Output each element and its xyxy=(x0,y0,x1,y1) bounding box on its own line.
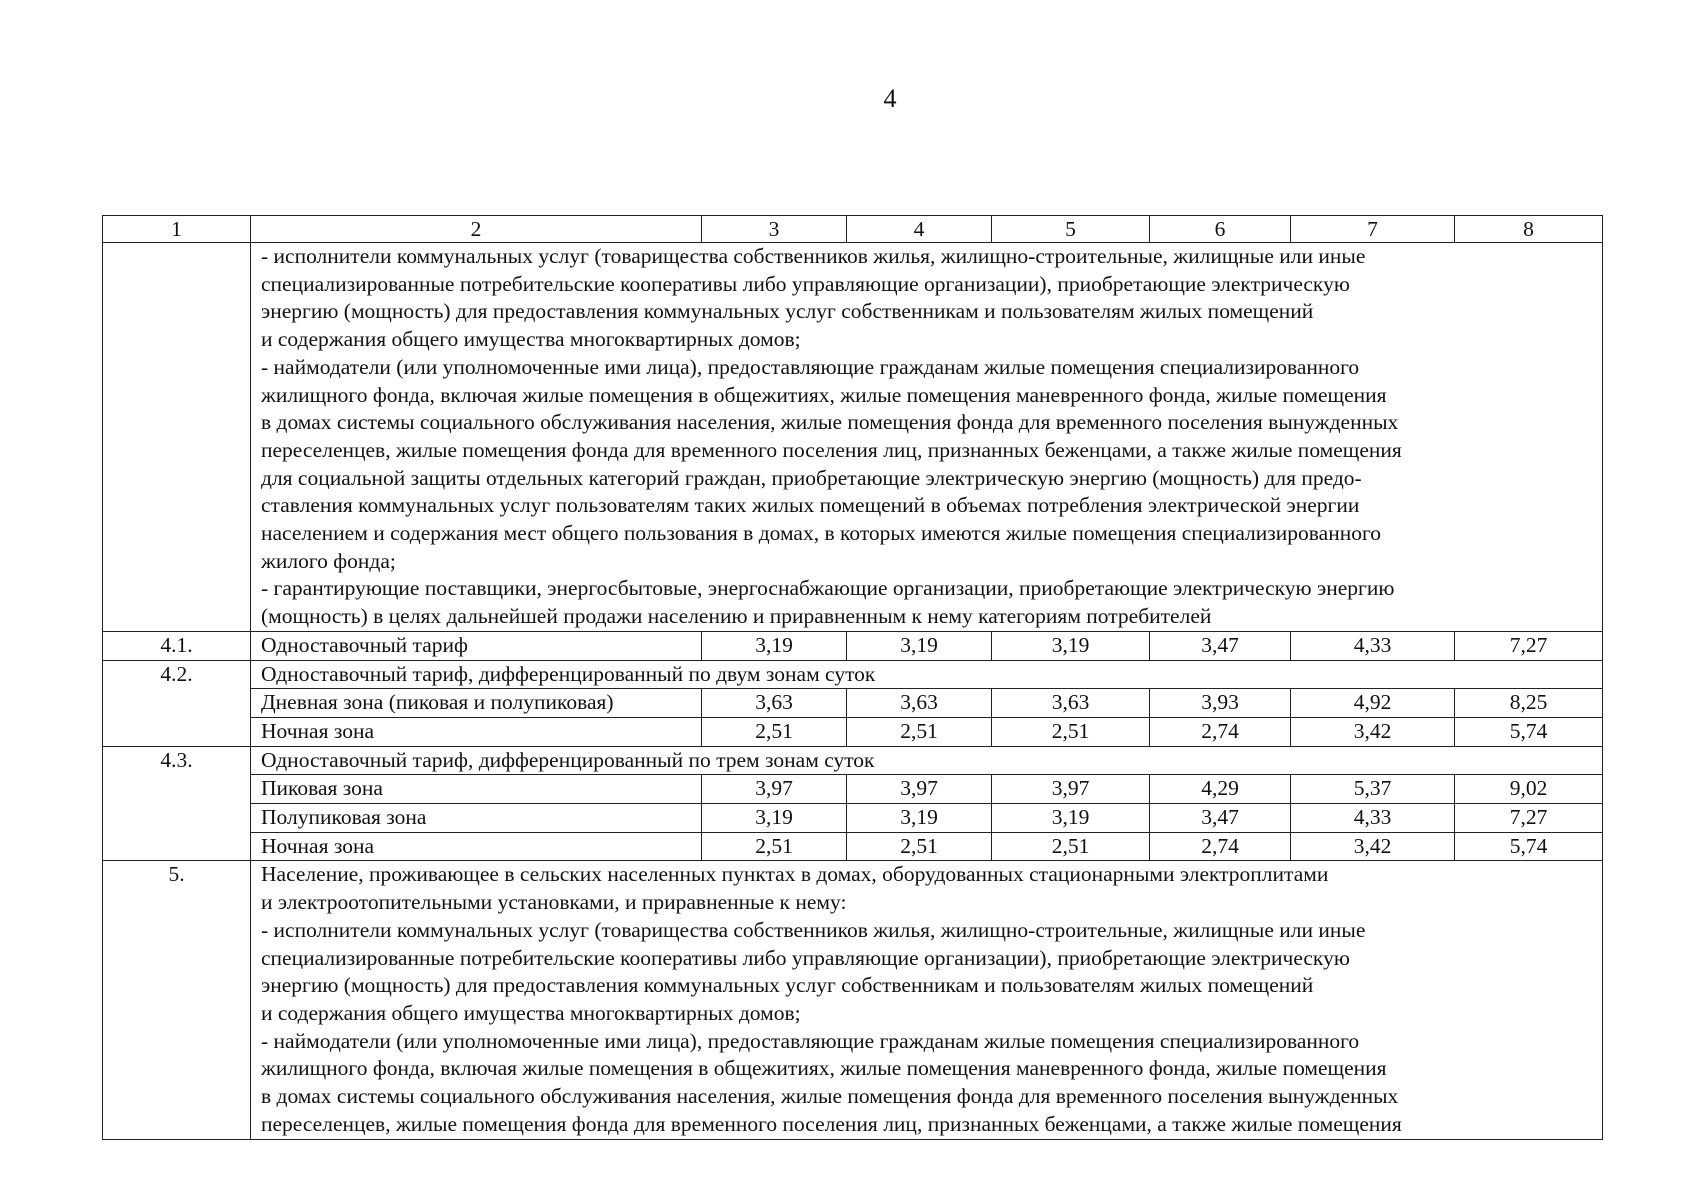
tariff-value: 2,74 xyxy=(1150,832,1291,861)
tariff-value: 3,63 xyxy=(992,689,1150,718)
table-row xyxy=(103,804,1603,833)
tariff-value: 2,74 xyxy=(1150,717,1291,746)
tariff-value: 3,47 xyxy=(1150,631,1291,660)
tariff-value: 3,97 xyxy=(702,775,847,804)
row-label: Полупиковая зона xyxy=(251,804,702,833)
table-row xyxy=(103,689,1603,718)
text-line: - гарантирующие поставщики, энергосбытовые, энергоснабжающие организации, приобретающие электрическую энергию xyxy=(261,576,1395,601)
text-line: жилищного фонда, включая жилые помещения в общежитиях, жилые помещения маневренного фонда, жилые помещения xyxy=(261,382,1387,407)
row-number: 5. xyxy=(103,861,251,1139)
tariff-value: 9,02 xyxy=(1455,775,1603,804)
tariff-value: 2,51 xyxy=(992,717,1150,746)
text-line: энергию (мощность) для предоставления коммунальных услуг собственникам и пользователям жилых помещений xyxy=(261,973,1314,998)
consumer-description-text xyxy=(251,243,1603,632)
row-number: 4.2. xyxy=(103,660,251,746)
tariff-value: 3,42 xyxy=(1291,717,1455,746)
tariff-value: 5,37 xyxy=(1291,775,1455,804)
header-cell: 6 xyxy=(1150,216,1291,243)
text-line: для социальной защиты отдельных категорий граждан, приобретающие электрическую энергию (мощность) для предо- xyxy=(261,465,1362,490)
row-number-cell xyxy=(103,243,251,632)
table-header-row xyxy=(103,216,1603,243)
tariff-value: 2,51 xyxy=(992,832,1150,861)
text-line: жилого фонда; xyxy=(261,548,396,573)
table-row xyxy=(103,660,1603,689)
tariff-value: 3,19 xyxy=(992,631,1150,660)
tariff-value: 5,74 xyxy=(1455,832,1603,861)
text-line: в домах системы социального обслуживания населения, жилые помещения фонда для временного поселения вынужденных xyxy=(261,1084,1399,1109)
table-row xyxy=(103,746,1603,775)
tariff-value: 3,97 xyxy=(992,775,1150,804)
text-line: переселенцев, жилые помещения фонда для временного поселения лиц, признанных беженцами, а также жилые помещения xyxy=(261,437,1402,462)
header-cell: 3 xyxy=(702,216,847,243)
text-line: переселенцев, жилые помещения фонда для временного поселения лиц, признанных беженцами, а также жилые помещения xyxy=(261,1111,1402,1136)
text-line: специализированные потребительские кооперативы либо управляющие организации), приобретающие электрическую xyxy=(261,271,1350,296)
tariff-value: 3,19 xyxy=(992,804,1150,833)
consumer-description-row xyxy=(103,861,1603,1139)
row-number: 4.3. xyxy=(103,746,251,861)
tariff-value: 7,27 xyxy=(1455,631,1603,660)
text-line: населением и содержания мест общего пользования в домах, в которых имеются жилые помещения специализированного xyxy=(261,521,1381,546)
tariff-value: 7,27 xyxy=(1455,804,1603,833)
row-label: Одноставочный тариф, дифференцированный по двум зонам суток xyxy=(251,660,1603,689)
tariff-value: 2,51 xyxy=(702,832,847,861)
tariff-value: 8,25 xyxy=(1455,689,1603,718)
text-line: специализированные потребительские кооперативы либо управляющие организации), приобретающие электрическую xyxy=(261,945,1350,970)
tariff-table xyxy=(102,215,1603,1140)
text-line: - исполнители коммунальных услуг (товарищества собственников жилья, жилищно-строительные, жилищные или иные xyxy=(261,917,1366,942)
page-number: 4 xyxy=(883,84,897,113)
header-cell: 4 xyxy=(847,216,992,243)
text-line: (мощность) в целях дальнейшей продажи населению и приравненным к нему категориям потребителей xyxy=(261,604,1212,629)
text-line: энергию (мощность) для предоставления коммунальных услуг собственникам и пользователям жилых помещений xyxy=(261,299,1314,324)
consumer-description-row xyxy=(103,243,1603,632)
tariff-value: 3,93 xyxy=(1150,689,1291,718)
row-label: Ночная зона xyxy=(251,832,702,861)
row-label: Дневная зона (пиковая и полупиковая) xyxy=(251,689,702,718)
tariff-value: 3,19 xyxy=(847,804,992,833)
text-line: и электроотопительными установками, и приравненные к нему: xyxy=(261,890,847,915)
tariff-value: 3,19 xyxy=(847,631,992,660)
row-number: 4.1. xyxy=(103,631,251,660)
tariff-value: 2,51 xyxy=(702,717,847,746)
text-line: - наймодатели (или уполномоченные ими лица), предоставляющие гражданам жилые помещения специализированного xyxy=(261,354,1360,379)
row-label: Пиковая зона xyxy=(251,775,702,804)
tariff-value: 4,33 xyxy=(1291,631,1455,660)
header-cell: 7 xyxy=(1291,216,1455,243)
tariff-value: 3,19 xyxy=(702,804,847,833)
text-line: жилищного фонда, включая жилые помещения в общежитиях, жилые помещения маневренного фонда, жилые помещения xyxy=(261,1056,1387,1081)
table-row xyxy=(103,717,1603,746)
tariff-value: 4,29 xyxy=(1150,775,1291,804)
text-line: - исполнители коммунальных услуг (товарищества собственников жилья, жилищно-строительные, жилищные или иные xyxy=(261,244,1366,268)
text-line: - наймодатели (или уполномоченные ими лица), предоставляющие гражданам жилые помещения специализированного xyxy=(261,1028,1360,1053)
text-line: и содержания общего имущества многоквартирных домов; xyxy=(261,327,801,352)
row-label: Ночная зона xyxy=(251,717,702,746)
row-label: Одноставочный тариф, дифференцированный по трем зонам суток xyxy=(251,746,1603,775)
tariff-value: 3,63 xyxy=(847,689,992,718)
text-line: Население, проживающее в сельских населенных пунктах в домах, оборудованных стационарными электроплитами xyxy=(261,862,1329,887)
header-cell: 2 xyxy=(251,216,702,243)
text-line: ставления коммунальных услуг пользователям таких жилых помещений в объемах потребления электрической энергии xyxy=(261,493,1360,518)
tariff-value: 2,51 xyxy=(847,717,992,746)
tariff-value: 3,42 xyxy=(1291,832,1455,861)
header-cell: 5 xyxy=(992,216,1150,243)
header-cell: 1 xyxy=(103,216,251,243)
tariff-value: 5,74 xyxy=(1455,717,1603,746)
tariff-value: 3,97 xyxy=(847,775,992,804)
table-row xyxy=(103,775,1603,804)
tariff-value: 4,33 xyxy=(1291,804,1455,833)
text-line: и содержания общего имущества многоквартирных домов; xyxy=(261,1000,801,1025)
header-cell: 8 xyxy=(1455,216,1603,243)
tariff-value: 3,63 xyxy=(702,689,847,718)
consumer-description-text xyxy=(251,861,1603,1139)
row-label: Одноставочный тариф xyxy=(251,631,702,660)
table-row xyxy=(103,631,1603,660)
tariff-value: 2,51 xyxy=(847,832,992,861)
text-line: в домах системы социального обслуживания населения, жилые помещения фонда для временного поселения вынужденных xyxy=(261,410,1399,435)
tariff-value: 4,92 xyxy=(1291,689,1455,718)
table-row xyxy=(103,832,1603,861)
tariff-value: 3,47 xyxy=(1150,804,1291,833)
tariff-value: 3,19 xyxy=(702,631,847,660)
